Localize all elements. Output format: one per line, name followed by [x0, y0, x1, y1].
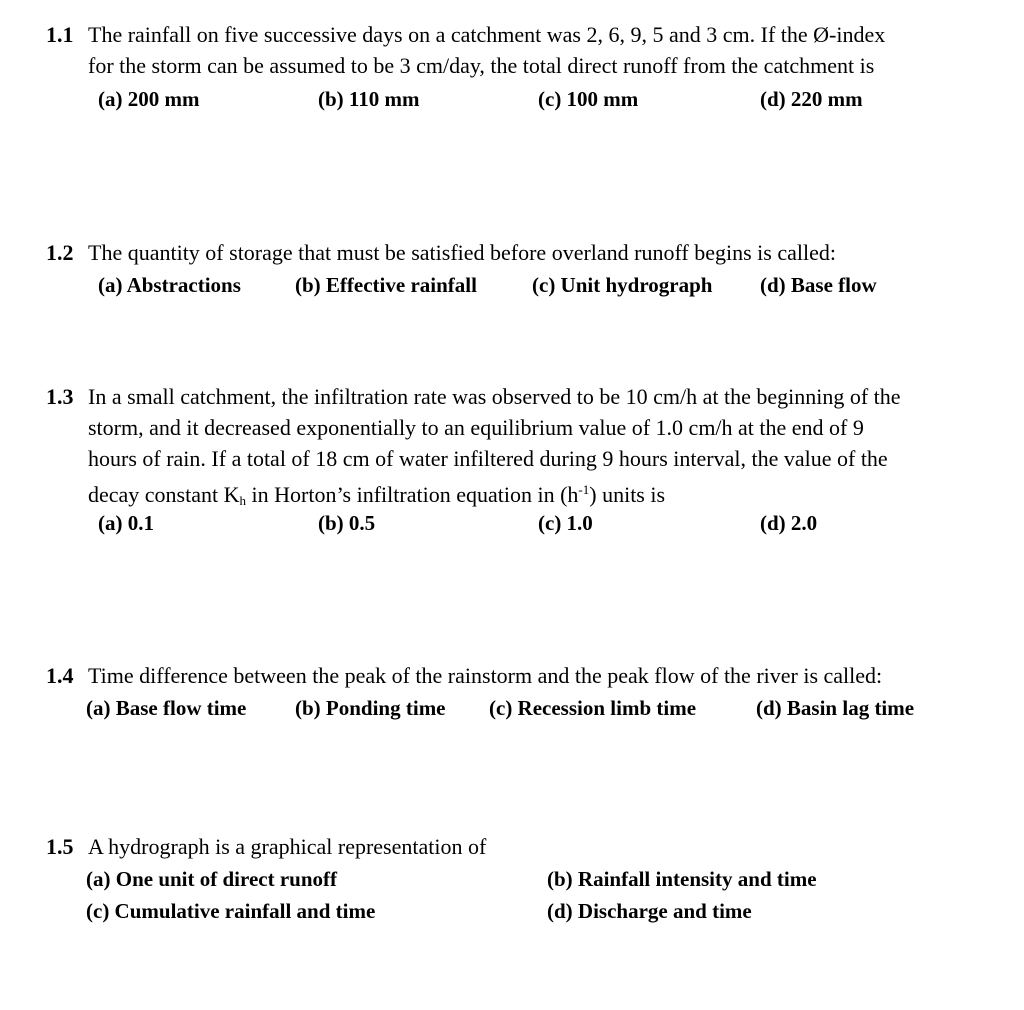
- question-1-3: [46, 381, 986, 546]
- option-d: (d) Basin lag time: [756, 696, 915, 720]
- option-a: (a) One unit of direct runoff: [86, 867, 338, 891]
- question-text-line: The quantity of storage that must be satisfied before overland runoff begins is called:: [88, 240, 836, 265]
- option-b: (b) Rainfall intensity and time: [547, 867, 817, 891]
- option-c: (c) 1.0: [538, 511, 593, 535]
- superscript-minus-one: -1: [578, 482, 590, 497]
- question-1-4: [46, 660, 986, 730]
- question-number: 1.5: [46, 834, 74, 859]
- question-text-line: A hydrograph is a graphical representation of: [88, 834, 487, 859]
- question-number: 1.1: [46, 22, 74, 47]
- text-segment: in Horton’s infiltration equation in (h: [246, 482, 579, 507]
- question-text-line: Time difference between the peak of the rainstorm and the peak flow of the river is called:: [88, 663, 883, 688]
- option-a: (a) Abstractions: [98, 273, 241, 297]
- question-text-line: storm, and it decreased exponentially to an equilibrium value of 1.0 cm/h at the end of 9: [88, 415, 864, 440]
- question-text-line: hours of rain. If a total of 18 cm of water infiltered during 9 hours interval, the value of the: [88, 446, 888, 471]
- question-text-line: The rainfall on five successive days on a catchment was 2, 6, 9, 5 and 3 cm. If the Ø-index: [88, 22, 886, 47]
- option-d: (d) 2.0: [760, 511, 818, 535]
- question-number: 1.3: [46, 384, 74, 409]
- question-1-1: [46, 19, 986, 119]
- option-c: (c) 100 mm: [538, 87, 639, 111]
- option-c: (c) Recession limb time: [489, 696, 697, 720]
- subscript-h: h: [239, 493, 246, 508]
- option-b: (b) Effective rainfall: [295, 273, 477, 297]
- question-number: 1.4: [46, 663, 74, 688]
- question-text: [88, 831, 988, 862]
- option-a: (a) Base flow time: [86, 696, 247, 720]
- option-c: (c) Cumulative rainfall and time: [86, 899, 376, 923]
- option-d: (d) 220 mm: [760, 87, 863, 111]
- option-a: (a) 0.1: [98, 511, 154, 535]
- question-text: [88, 19, 988, 81]
- text-segment: decay constant K: [88, 482, 240, 507]
- question-1-2: [46, 237, 986, 307]
- option-a: (a) 200 mm: [98, 87, 200, 111]
- question-1-5: [46, 831, 986, 931]
- option-d: (d) Base flow: [760, 273, 877, 297]
- option-b: (b) Ponding time: [295, 696, 446, 720]
- option-b: (b) 0.5: [318, 511, 376, 535]
- text-segment: ) units is: [589, 482, 666, 507]
- question-text: [88, 660, 988, 691]
- question-text: [88, 237, 988, 268]
- option-d: (d) Discharge and time: [547, 899, 752, 923]
- option-b: (b) 110 mm: [318, 87, 420, 111]
- question-number: 1.2: [46, 240, 74, 265]
- question-text-line: In a small catchment, the infiltration rate was observed to be 10 cm/h at the beginning of the: [88, 384, 901, 409]
- question-text-line: for the storm can be assumed to be 3 cm/day, the total direct runoff from the catchment is: [88, 53, 875, 78]
- question-text: [88, 381, 988, 516]
- option-c: (c) Unit hydrograph: [532, 273, 713, 297]
